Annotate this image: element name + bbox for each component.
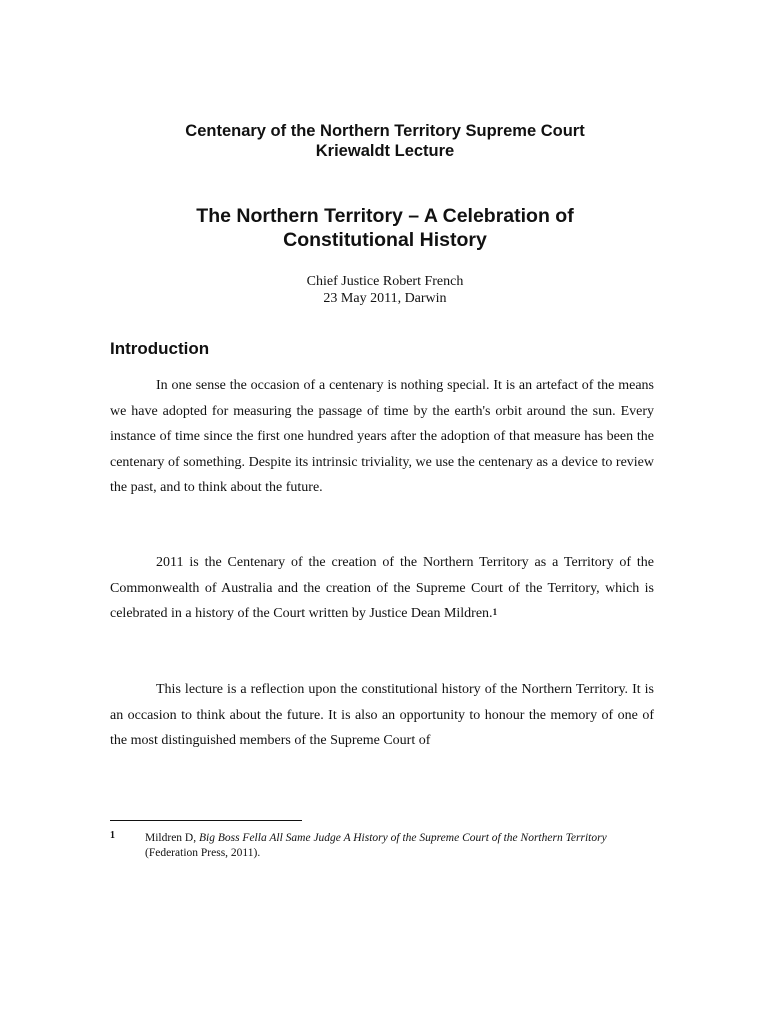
author: Chief Justice Robert French: [306, 274, 464, 289]
footnote-text: [145, 831, 625, 861]
paragraph-3-text: This lecture is a reflection upon the constitutional history of the Northern Territory. It is an occasion to think about the future. It is also an opportunity to honour the memory of one of the most distinguished members of the Supreme Court of: [110, 682, 654, 749]
footnote-suffix: (Federation Press, 2011).: [145, 847, 261, 859]
section-heading: Introduction: [110, 339, 210, 358]
paragraph-2-text: 2011 is the Centenary of the creation of the Northern Territory as a Territory of the Commonwealth of Australia and the creation of the Supreme Court of the Territory, which is celebrated in a history of the Court written by Justice Dean Mildren.: [110, 555, 654, 622]
lecture-title-line-1: The Northern Territory – A Celebration of: [196, 205, 574, 227]
paragraph-1-text: In one sense the occasion of a centenary is nothing special. It is an artefact of the means we have adopted for measuring the passage of time by the earth's orbit around the sun. Every instance of time since the first one hundred years after the adoption of that measure has been the centenary of something. Despite its intrinsic triviality, we use the centenary as a device to review the past, and to think about the future.: [110, 378, 654, 496]
date-place: 23 May 2011, Darwin: [323, 291, 447, 306]
byline: [0, 273, 770, 307]
footnote-prefix: Mildren D,: [145, 832, 199, 844]
footnote-number: 1: [110, 830, 115, 841]
paragraph-2: [110, 550, 654, 627]
series-heading: [0, 121, 770, 161]
footnote-reference[interactable]: 1: [492, 607, 498, 618]
lecture-name: Kriewaldt Lecture: [315, 142, 455, 160]
footnote-book-title: Big Boss Fella All Same Judge A History of the Supreme Court of the Northern Territory: [198, 832, 607, 844]
lecture-title-line-2: Constitutional History: [283, 229, 487, 251]
footnote-divider: [110, 820, 302, 821]
series-title: Centenary of the Northern Territory Supreme Court: [185, 122, 585, 140]
lecture-title: [0, 204, 770, 252]
paragraph-1: [110, 373, 654, 501]
paragraph-3: [110, 677, 654, 754]
